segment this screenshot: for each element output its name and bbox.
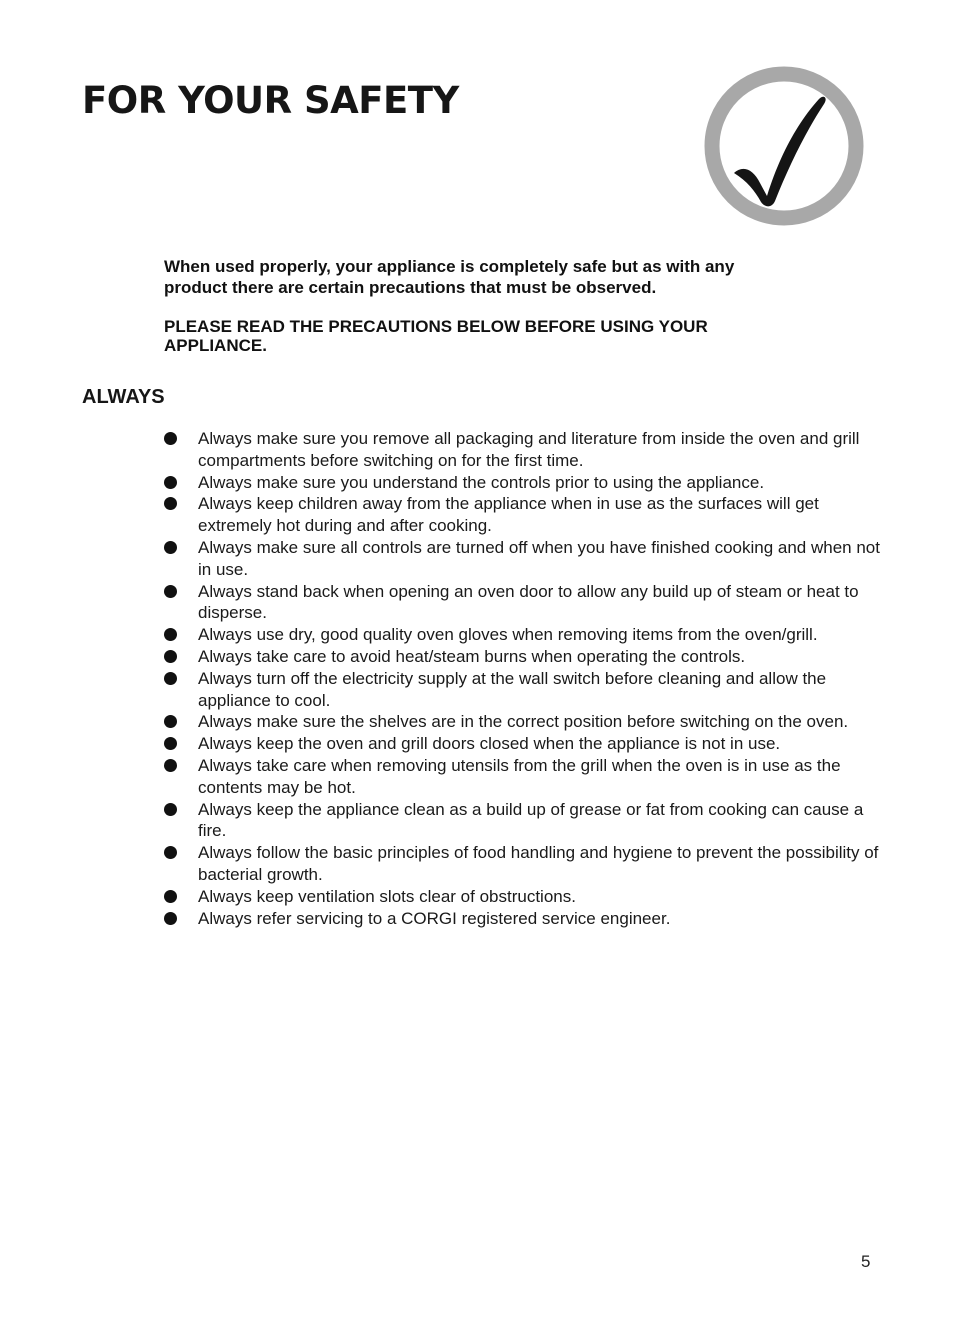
list-item-text: Always refer servicing to a CORGI registered service engineer. <box>198 908 671 928</box>
list-item <box>164 799 880 843</box>
list-item <box>164 646 880 668</box>
bullet-icon <box>164 912 177 925</box>
list-item <box>164 755 880 799</box>
bullet-icon <box>164 476 177 489</box>
bullet-icon <box>164 432 177 445</box>
list-item <box>164 668 880 712</box>
bullet-icon <box>164 541 177 554</box>
safety-intro <box>164 256 864 355</box>
list-item-text: Always make sure you remove all packaging and literature from inside the oven and grill compartments before switching on for the first time. <box>198 429 860 470</box>
bullet-icon <box>164 803 177 816</box>
list-item <box>164 472 880 494</box>
checkmark-icon <box>734 97 826 207</box>
always-heading: ALWAYS <box>82 386 165 408</box>
list-item-text: Always make sure the shelves are in the correct position before switching on the oven. <box>198 712 849 732</box>
intro-paragraph: When used properly, your appliance is completely safe but as with any product there are certain precautions that must be observed. <box>164 257 735 297</box>
bullet-icon <box>164 672 177 685</box>
page-title: FOR YOUR SAFETY <box>82 79 459 122</box>
list-item-text: Always make sure all controls are turned off when you have finished cooking and when not in use. <box>198 537 880 579</box>
list-item <box>164 886 880 908</box>
list-item-text: Always make sure you understand the controls prior to using the appliance. <box>198 472 765 492</box>
list-item-text: Always keep the oven and grill doors closed when the appliance is not in use. <box>198 734 781 754</box>
list-item-text: Always follow the basic principles of food handling and hygiene to prevent the possibility of bacterial growth. <box>198 843 879 884</box>
list-item-text: Always take care to avoid heat/steam burns when operating the controls. <box>198 646 746 666</box>
list-item <box>164 733 880 755</box>
list-item-text: Always keep children away from the appliance when in use as the surfaces will get extremely hot during and after cooking. <box>198 494 819 536</box>
bullet-icon <box>164 715 177 728</box>
list-item-text: Always stand back when opening an oven door to allow any build up of steam or heat to disperse. <box>198 581 859 623</box>
list-item-text: Always turn off the electricity supply at the wall switch before cleaning and allow the appliance to cool. <box>198 668 827 710</box>
list-item <box>164 624 880 646</box>
bullet-icon <box>164 737 177 750</box>
bullet-icon <box>164 497 177 510</box>
bullet-icon <box>164 628 177 641</box>
list-item-text: Always take care when removing utensils from the grill when the oven is in use as the contents may be hot. <box>198 755 841 797</box>
list-item <box>164 493 880 537</box>
always-list <box>164 428 880 929</box>
checkmark-in-circle-icon <box>703 65 865 227</box>
list-item <box>164 428 880 472</box>
list-item <box>164 711 880 733</box>
bullet-icon <box>164 846 177 859</box>
bullet-icon <box>164 890 177 903</box>
page-number: 5 <box>861 1252 871 1271</box>
list-item <box>164 842 880 886</box>
list-item <box>164 908 880 930</box>
list-item-text: Always use dry, good quality oven gloves when removing items from the oven/grill. <box>198 625 818 645</box>
logo-ring <box>712 74 856 218</box>
read-precautions-notice: PLEASE READ THE PRECAUTIONS BELOW BEFORE USING YOUR APPLIANCE. <box>164 317 708 355</box>
list-item <box>164 537 880 581</box>
list-item <box>164 581 880 625</box>
bullet-icon <box>164 650 177 663</box>
bullet-icon <box>164 585 177 598</box>
bullet-icon <box>164 759 177 772</box>
list-item-text: Always keep the appliance clean as a build up of grease or fat from cooking can cause a fire. <box>198 799 864 841</box>
list-item-text: Always keep ventilation slots clear of obstructions. <box>198 886 576 906</box>
